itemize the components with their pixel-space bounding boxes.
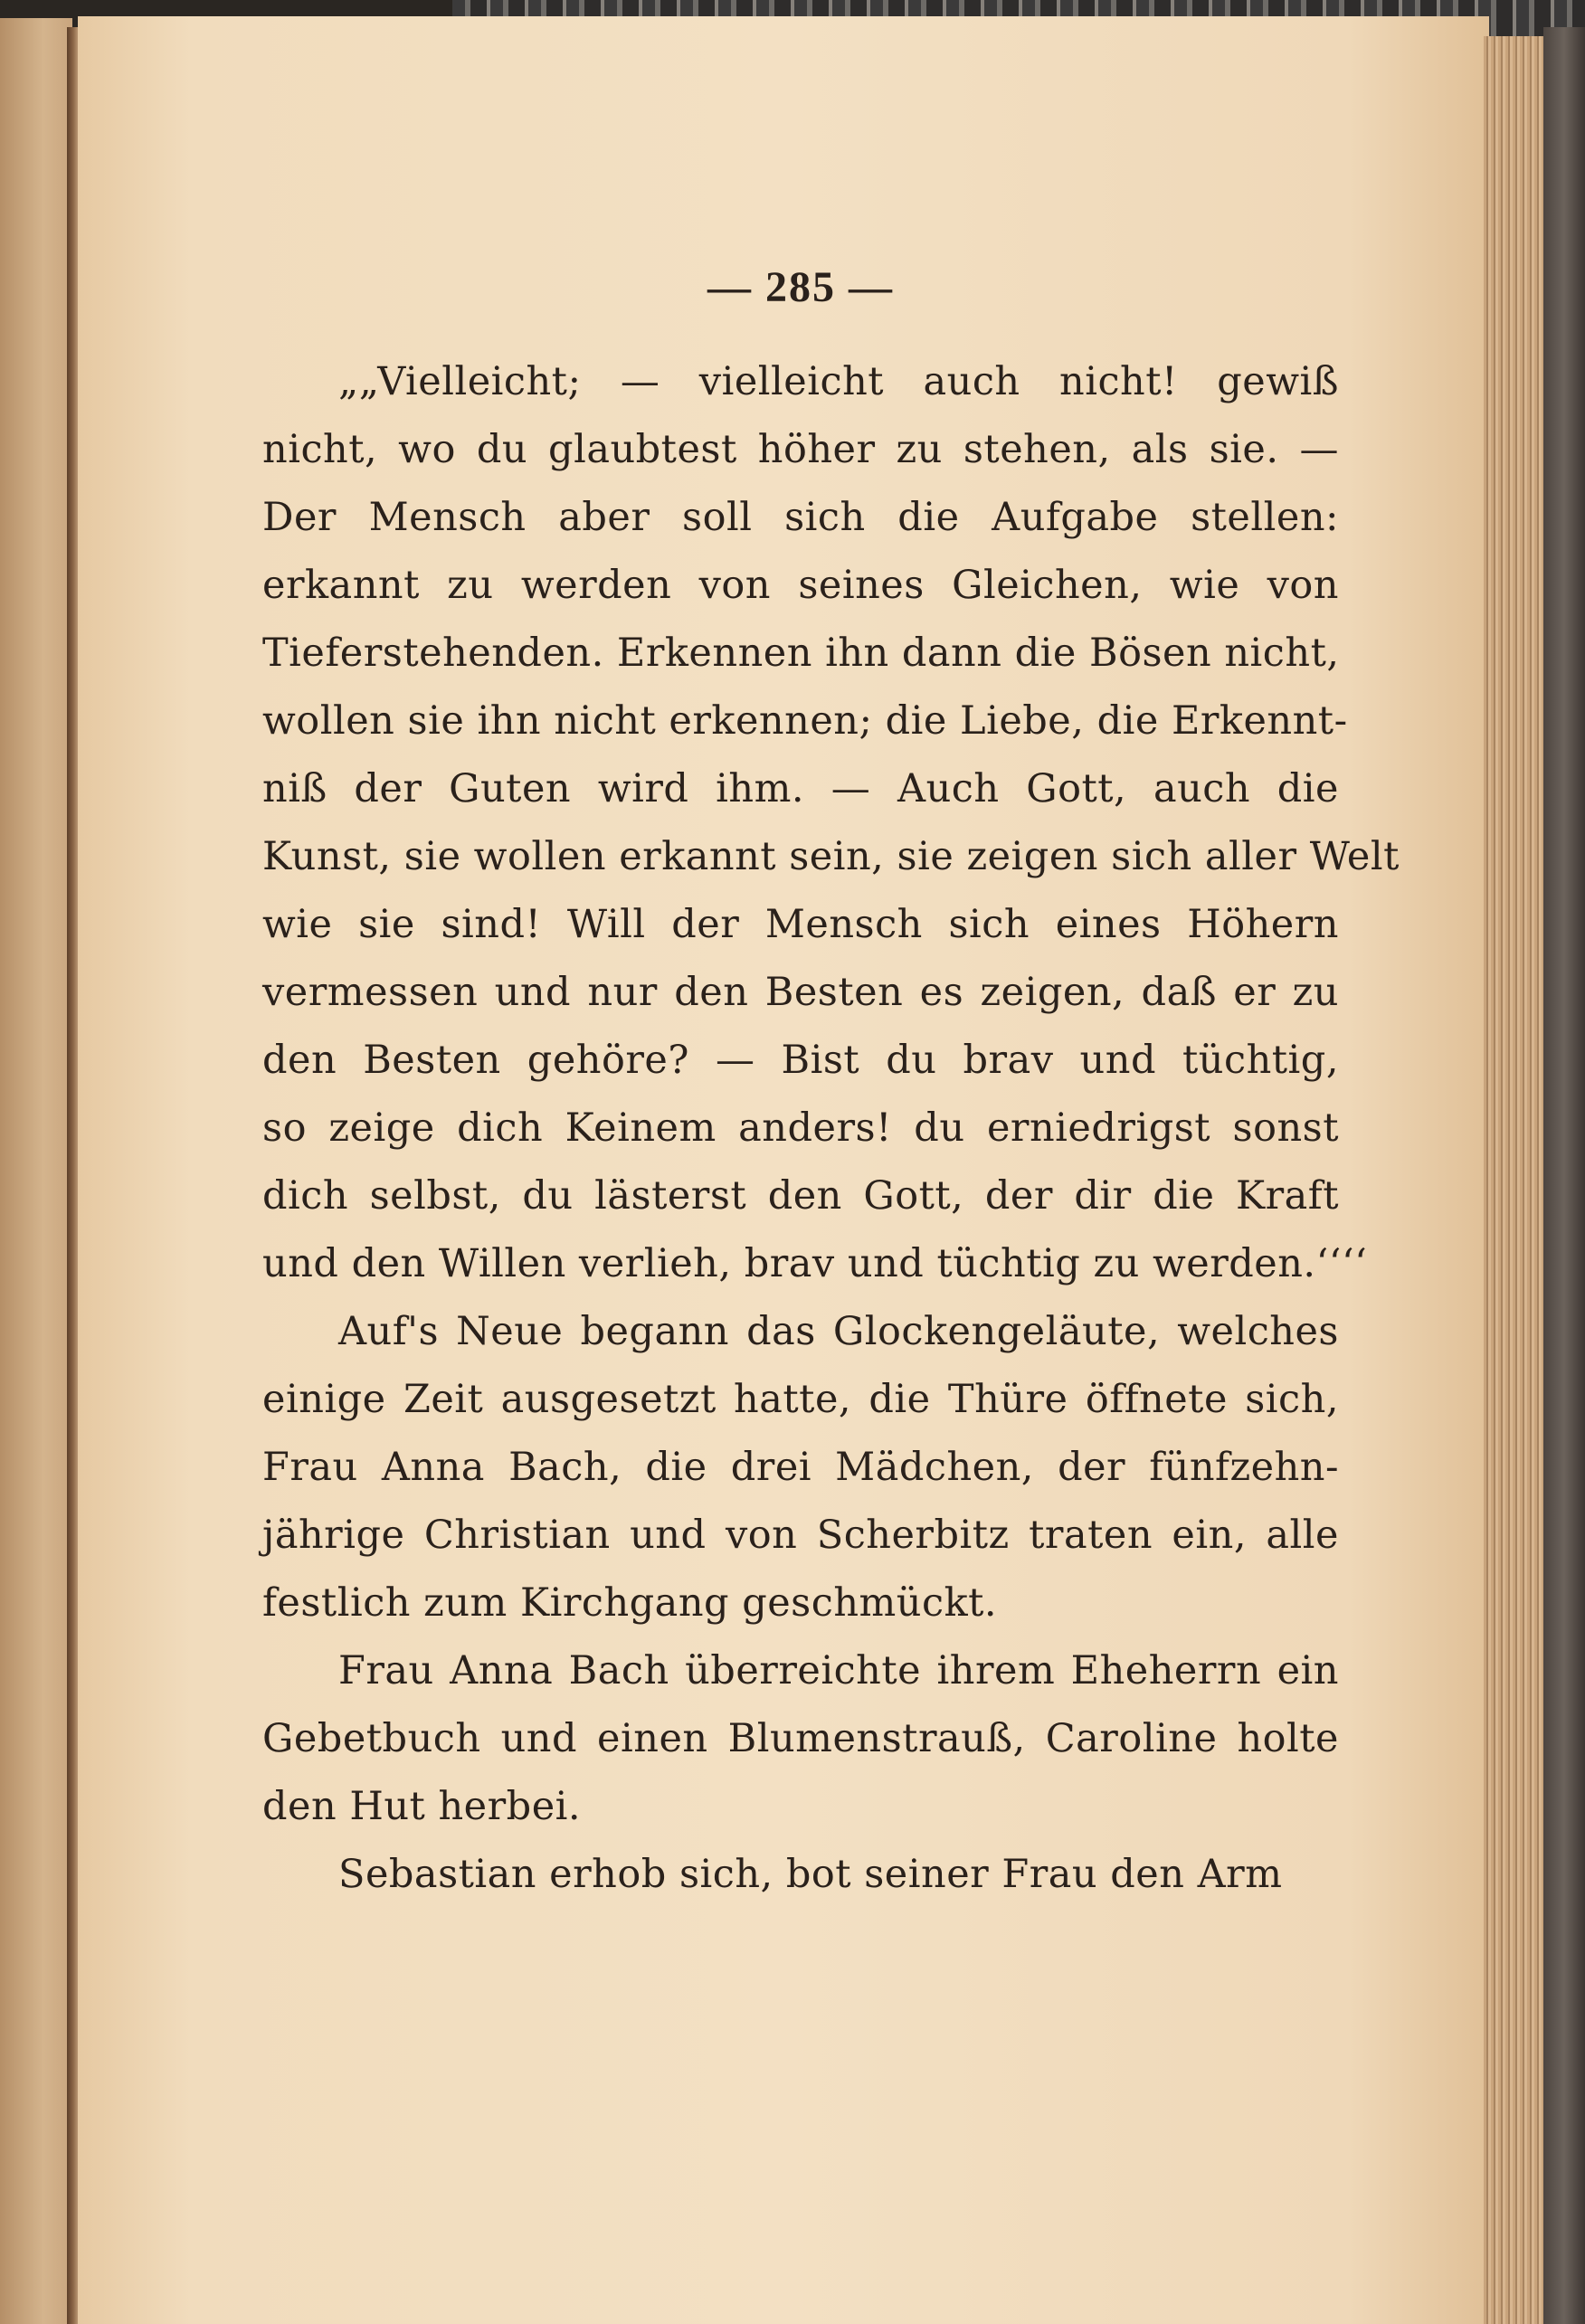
text-line: dich selbst, du lästerst den Gott, der dir die Kraft [262,1173,1339,1219]
text-line: so zeige dich Keinem anders! du erniedrigst sonst [262,1105,1339,1151]
text-line: Frau Anna Bach, die drei Mädchen, der fünfzehn- [262,1445,1339,1490]
paragraph [262,1841,1339,1909]
page-number: — 285 — [707,263,894,311]
text-line: Tieferstehenden. Erkennen ihn dann die Bösen nicht, [262,631,1340,676]
text-line: einige Zeit ausgesetzt hatte, die Thüre öffnete sich, [262,1377,1339,1422]
page-block-edges [1484,36,1547,2324]
text-line: und den Willen verlieh, brav und tüchtig zu werden.‘‘‘‘ [262,1241,1368,1286]
paragraph [262,1298,1339,1637]
text-line: wie sie sind! Will der Mensch sich eines Höhern [262,902,1339,947]
text-line: wollen sie ihn nicht erkennen; die Liebe, die Erkennt- [262,698,1348,744]
paragraph [262,1637,1339,1841]
text-line: Kunst, sie wollen erkannt sein, sie zeigen sich aller Welt [262,834,1400,879]
text-line: Gebetbuch und einen Blumenstrauß, Caroline holte [262,1716,1339,1761]
text-line: vermessen und nur den Besten es zeigen, daß er zu [262,970,1339,1015]
text-line: „„Vielleicht; — vielleicht auch nicht! gewiß [338,359,1339,404]
text-line: niß der Guten wird ihm. — Auch Gott, auch die [262,766,1339,811]
text-line: nicht, wo du glaubtest höher zu stehen, als sie. — [262,427,1339,472]
text-line: jährige Christian und von Scherbitz traten ein, alle [262,1513,1339,1558]
text-line: Sebastian erhob sich, bot seiner Frau den Arm [338,1852,1283,1897]
text-line: Der Mensch aber soll sich die Aufgabe stellen: [262,495,1339,540]
text-line: Frau Anna Bach überreichte ihrem Eheherrn ein [338,1648,1339,1693]
text-line: den Hut herbei. [262,1784,582,1829]
facing-page-edge [0,18,72,2324]
paragraphs [262,348,1400,1909]
page-text [262,262,1400,1909]
paragraph [262,348,1400,1298]
book-cover-right-edge [1543,27,1585,2324]
text-line: Auf's Neue begann das Glockengeläute, welches [338,1309,1339,1354]
text-line: festlich zum Kirchgang geschmückt. [262,1580,998,1626]
text-line: erkannt zu werden von seines Gleichen, wie von [262,563,1339,608]
text-line: den Besten gehöre? — Bist du brav und tüchtig, [262,1038,1339,1083]
